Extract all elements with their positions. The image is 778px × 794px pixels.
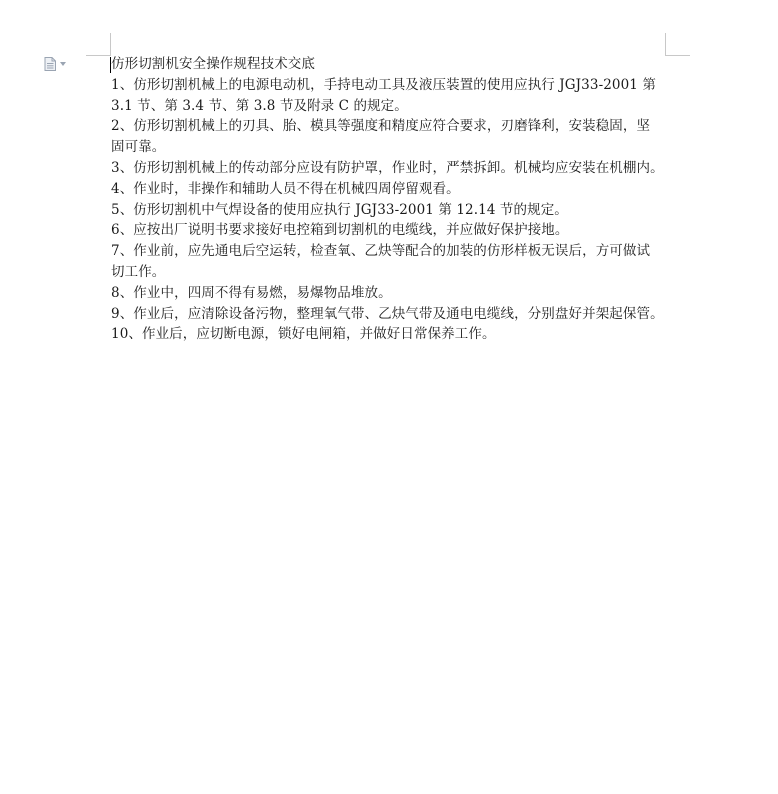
list-item-line: 10、作业后，应切断电源，锁好电闸箱，并做好日常保养工作。 [111,326,496,343]
list-item [111,241,667,283]
list-item-line: 3、仿形切割机械上的传动部分应设有防护罩，作业时，严禁拆卸。机械均应安装在机棚内。 [111,159,664,176]
list-item-line: 4、作业时，非操作和辅助人员不得在机械四周停留观看。 [111,180,460,197]
page-margin-mark-top-right [665,33,690,56]
list-item [111,283,667,304]
list-item [111,304,667,325]
list-item [111,324,667,345]
paragraph-options-button[interactable] [44,56,72,72]
document-body[interactable] [111,54,667,345]
list-item-line: 6、应按出厂说明书要求接好电控箱到切割机的电缆线，并应做好保护接地。 [111,222,569,239]
list-item-line: 2、仿形切割机械上的刃具、胎、模具等强度和精度应符合要求，刃磨锋利，安装稳固，坚 [111,118,651,135]
list-item-line: 9、作业后，应清除设备污物，整理氧气带、乙炔气带及通电电缆线，分别盘好并架起保管。 [111,305,664,322]
list-item-line: 切工作。 [111,263,166,280]
list-item [111,200,667,221]
list-item [111,116,667,158]
list-item [111,179,667,200]
list-item [111,75,667,117]
list-item-line: 3.1 节、第 3.4 节、第 3.8 节及附录 C 的规定。 [111,97,408,114]
list-item-line: 7、作业前，应先通电后空运转，检查氧、乙炔等配合的加装的仿形样板无误后，方可做试 [111,243,651,260]
document-icon [44,57,56,71]
list-item [111,220,667,241]
page-margin-mark-top-left [86,33,111,56]
list-item-line: 1、仿形切割机械上的电源电动机，手持电动工具及液压装置的使用应执行 JGJ33-2001 第 [111,76,656,93]
list-item-line: 8、作业中，四周不得有易燃，易爆物品堆放。 [111,284,392,301]
list-item-line: 固可靠。 [111,139,166,156]
document-title: 仿形切割机安全操作规程技术交底 [111,56,315,72]
list-item-line: 5、仿形切割机中气焊设备的使用应执行 JGJ33-2001 第 12.14 节的规定。 [111,201,568,218]
caret-down-icon [60,62,66,66]
list-item [111,158,667,179]
